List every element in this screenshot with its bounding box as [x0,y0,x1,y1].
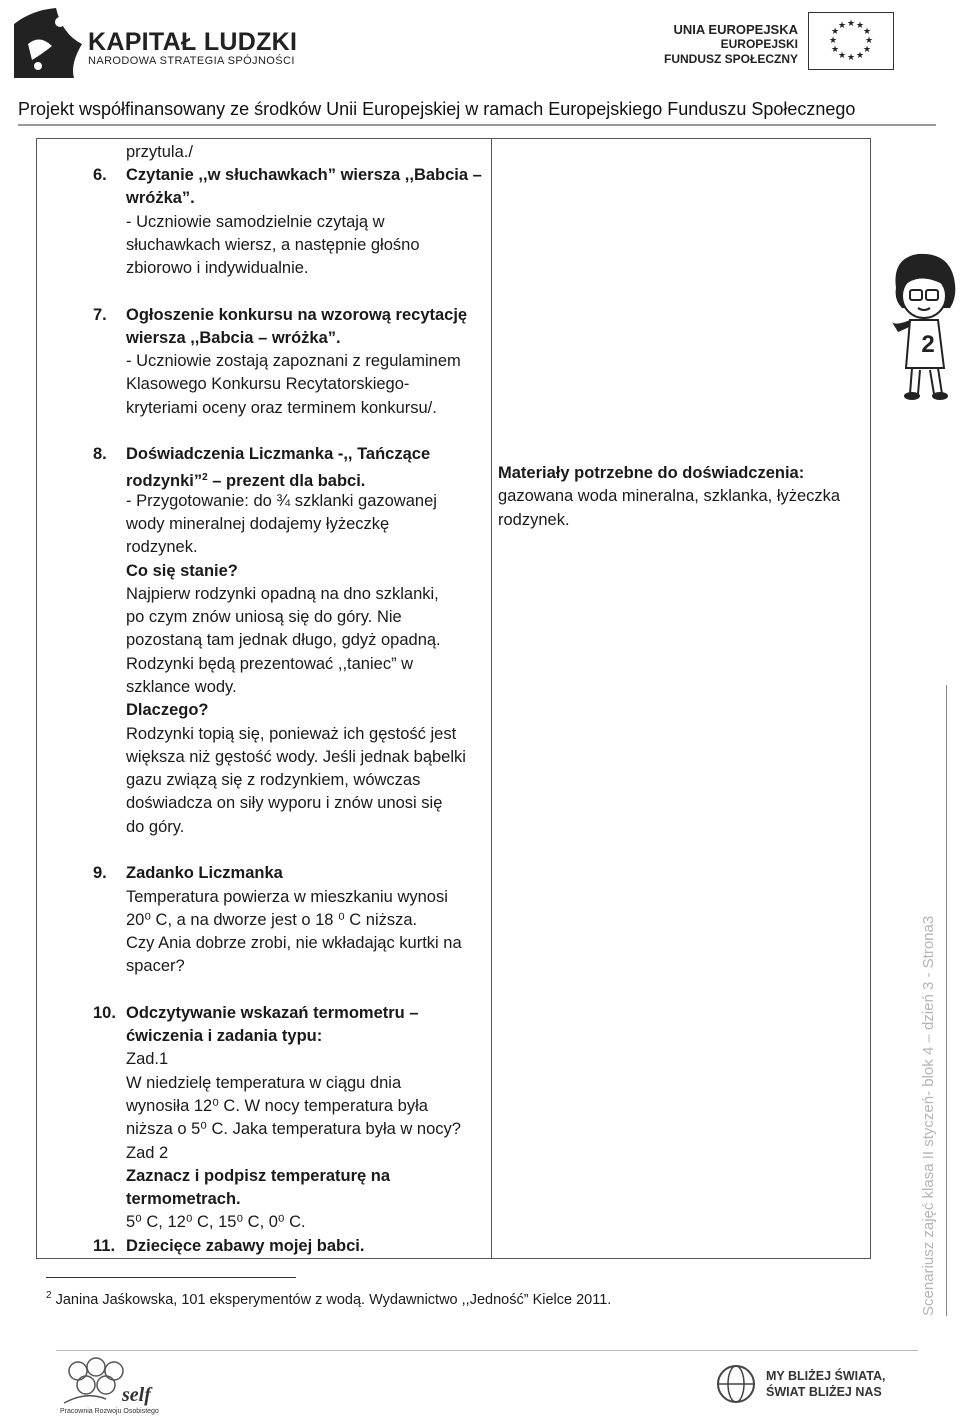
item-number-7: 7. [93,306,107,324]
question-heading: Dlaczego? [126,701,209,719]
text-line: wynosiła 12⁰ C. W nocy temperatura była [126,1097,428,1115]
item-number-6: 6. [93,166,107,184]
item-number-8: 8. [93,445,107,463]
item-number-11: 11. [93,1237,116,1255]
footnote-divider [46,1277,296,1278]
kapital-ludzki-subtitle: NARODOWA STRATEGIA SPÓJNOŚCI [88,55,295,67]
svg-text:★: ★ [828,36,838,46]
project-line: Projekt współfinansowany ze środków Unii Europejskiej w ramach Europejskiego Funduszu Społecznego [18,99,856,119]
text-line: do góry. [126,818,185,836]
item-6-title-cont: wróżka”. [126,189,195,207]
text-line: Zad.1 [126,1050,169,1068]
svg-text:★: ★ [830,45,840,55]
svg-text:★: ★ [837,21,847,31]
right-column [498,462,868,532]
materials-line: rodzynek. [498,510,570,529]
side-divider [946,685,947,1316]
text-line: Temperatura powierza w mieszkaniu wynosi [126,888,448,906]
text-line: doświadcza on siły wyporu i znów unosi się [126,794,443,812]
footnote [46,1290,611,1308]
task-heading: Zaznacz i podpisz temperaturę na [126,1167,391,1185]
item-10-title: Odczytywanie wskazań termometru – [126,1004,419,1022]
item-number-10: 10. [93,1004,116,1022]
svg-text:★: ★ [837,51,847,61]
svg-text:★: ★ [855,51,865,61]
text-fragment: rodzynki” [126,472,203,490]
question-heading: Co się stanie? [126,562,238,580]
text-line: Czy Ania dobrze zrobi, nie wkładając kurtki na [126,934,462,952]
item-11-title: Dziecięce zabawy mojej babci. [126,1237,365,1255]
svg-text:★: ★ [846,53,856,63]
text-line: 20⁰ C, a na dworze jest o 18 ⁰ C niższa. [126,911,418,929]
svg-text:★: ★ [855,21,865,31]
mascot-number: 2 [921,331,935,358]
text-line: kryteriami oceny oraz terminem konkursu/. [126,399,437,417]
materials-title: Materiały potrzebne do doświadczenia: [498,464,805,482]
kapital-ludzki-title: KAPITAŁ LUDZKI [88,28,298,56]
text-line: - Uczniowie samodzielnie czytają w [126,213,385,231]
text-line: 5⁰ C, 12⁰ C, 15⁰ C, 0⁰ C. [126,1213,306,1231]
text-line: gazu związą się z rodzynkiem, wówczas [126,771,421,789]
text-line: Najpierw rodzynki opadną na dno szklanki, [126,585,439,603]
eu-line-1: UNIA EUROPEJSKA [673,22,798,37]
text-line: W niedzielę temperatura w ciągu dnia [126,1074,402,1092]
svg-text:★: ★ [846,19,856,29]
text-line: zbiorowo i indywidualnie. [126,259,309,277]
item-number-9: 9. [93,864,107,882]
item-7-title: Ogłoszenie konkursu na wzorową recytację [126,306,468,324]
side-caption: Scenariusz zajęć klasa II styczeń- blok 4 – dzień 3 - Strona3 [920,915,937,1316]
mb-line-2: ŚWIAT BLIŻEJ NAS [766,1385,882,1399]
item-8-title: Doświadczenia Liczmanka -,, Tańczące [126,445,431,463]
text-line: niższa o 5⁰ C. Jaka temperatura była w nocy? [126,1120,461,1138]
my-blizej-swiata-text [766,1368,885,1400]
item-7-title-cont: wiersza ,,Babcia – wróżka”. [126,329,341,347]
text-line: szklance wody. [126,678,237,696]
text-line: - Uczniowie zostają zapoznani z regulaminem [126,352,461,370]
footer-divider [56,1350,918,1351]
svg-text:★: ★ [830,27,840,37]
footnote-number: 2 [46,1290,52,1301]
text-fragment: – prezent dla babci. [207,472,366,490]
footnote-ref: 2 [202,472,208,483]
svg-text:self: self [122,1384,151,1406]
text-line: rodzynek. [126,538,198,556]
text-line: pozostaną tam jednak długo, gdyż opadną. [126,631,441,649]
item-6-title: Czytanie ,,w słuchawkach” wiersza ,,Babcia – [126,166,482,184]
svg-text:★: ★ [864,36,874,46]
self-caption: Pracownia Rozwoju Osobistego [60,1408,159,1415]
text-line: wody mineralnej dodajemy łyżeczkę [126,515,390,533]
text-line: Rodzynki będą prezentować ,,taniec” w [126,655,414,673]
text-line: słuchawkach wiersz, a następnie głośno [126,236,420,254]
footnote-text: Janina Jaśkowska, 101 eksperymentów z wodą. Wydawnictwo ,,Jedność” Kielce 2011. [51,1292,612,1308]
mb-line-1: MY BLIŻEJ ŚWIATA, [766,1369,886,1383]
text-line: spacer? [126,957,185,975]
text-line: Zad 2 [126,1144,169,1162]
text-line: - Przygotowanie: do ¾ szklanki gazowanej [126,492,437,510]
eu-line-3: FUNDUSZ SPOŁECZNY [663,52,798,66]
svg-text:★: ★ [862,45,872,55]
text-line: Klasowego Konkursu Recytatorskiego- [126,375,410,393]
mascot-illustration [888,248,960,404]
text-line: po czym znów uniosą się do góry. Nie [126,608,402,626]
svg-text:★: ★ [862,27,872,37]
text-line: Rodzynki topią się, ponieważ ich gęstość jest [126,725,457,743]
task-heading-cont: termometrach. [126,1190,241,1208]
text-line: większa niż gęstość wody. Jeśli jednak bąbelki [126,748,466,766]
item-10-title-cont: ćwiczenia i zadania typu: [126,1027,323,1045]
item-9-title: Zadanko Liczmanka [126,864,283,882]
text-line: przytula./ [126,143,193,161]
eu-line-2: EUROPEJSKI [720,37,798,51]
my-blizej-swiata-logo [712,1362,760,1406]
materials-line: gazowana woda mineralna, szklanka, łyżeczka [498,487,841,506]
